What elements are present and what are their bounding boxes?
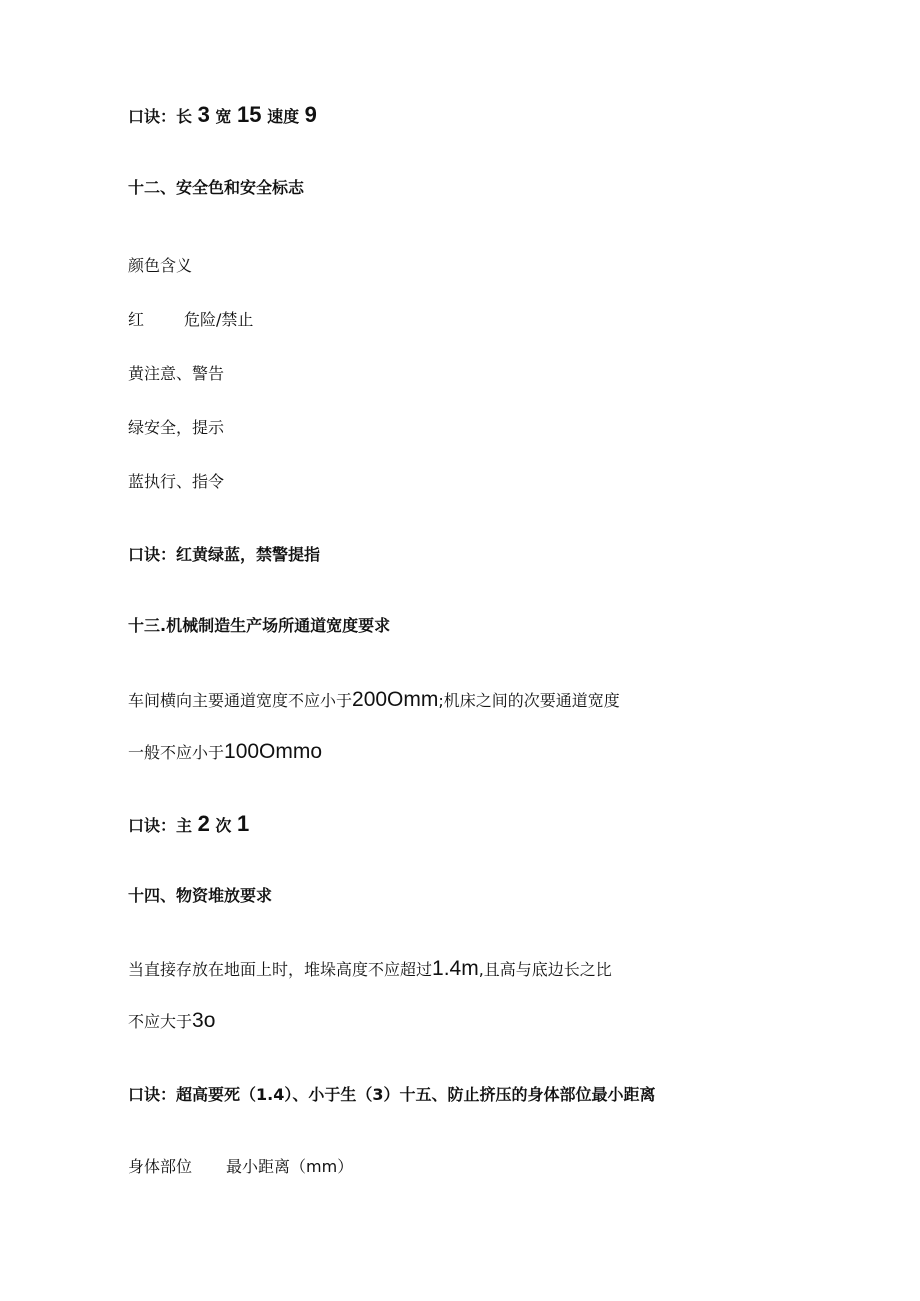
section-13-heading: 十三.机械制造生产场所通道宽度要求	[128, 616, 391, 635]
section-13-mnemonic-prefix: 口诀：主	[128, 816, 193, 835]
color-table-row-red	[128, 309, 253, 331]
section-13-paragraph-line-2	[128, 741, 322, 764]
section-13-p1-text-b: ;机床之间的次要通道宽度	[438, 691, 620, 710]
section-13-mnemonic-n2: 1	[237, 811, 250, 836]
mnemonic-speed-t1: 宽	[215, 107, 232, 126]
mnemonic-speed-n1: 3	[197, 102, 210, 127]
section-13-paragraph-line-1	[128, 689, 620, 712]
section-14-p2-text-a: 不应大于	[128, 1012, 193, 1031]
section-12-mnemonic: 口诀：红黄绿蓝，禁警提指	[128, 545, 321, 564]
section-13-mnemonic	[128, 813, 249, 837]
section-14-p1-text-a: 当直接存放在地面上时，堆垛高度不应超过	[128, 960, 433, 979]
body-distance-table-header	[128, 1156, 353, 1178]
section-13-p2-end: o	[310, 740, 323, 763]
main-aisle-width: 200Omm	[352, 688, 439, 711]
section-14-p2-end: o	[203, 1009, 216, 1032]
secondary-aisle-width: 100Omm	[224, 740, 311, 763]
col-body-part: 身体部位	[128, 1157, 193, 1176]
section-13-p2-text-a: 一般不应小于	[128, 743, 225, 762]
section-14-p1-text-b: ,且高与底边长之比	[478, 960, 612, 979]
section-14-mnemonic-and-section-15-heading: 口诀：超高要死（1.4）、小于生（3）十五、防止挤压的身体部位最小距离	[128, 1085, 656, 1104]
col-min-distance: 最小距离（mm）	[226, 1157, 354, 1176]
section-13-p1-text-a: 车间横向主要通道宽度不应小于	[128, 691, 353, 710]
color-table-row-blue: 蓝执行、指令	[128, 472, 225, 491]
mnemonic-speed-prefix: 口诀：长	[128, 107, 193, 126]
color-table-row-yellow: 黄注意、警告	[128, 364, 225, 383]
color-red: 红	[128, 310, 145, 329]
section-14-paragraph-line-1	[128, 958, 612, 981]
section-14-heading: 十四、物资堆放要求	[128, 886, 273, 905]
section-14-paragraph-line-2	[128, 1010, 215, 1033]
mnemonic-speed	[128, 104, 317, 128]
section-13-mnemonic-t1: 次	[215, 816, 232, 835]
stack-height-limit: 1.4m	[432, 957, 479, 980]
meaning-red: 危险/禁止	[184, 310, 254, 329]
mnemonic-speed-t2: 速度	[267, 107, 300, 126]
section-13-mnemonic-n1: 2	[197, 811, 210, 836]
color-table-header: 颜色含义	[128, 256, 193, 275]
mnemonic-speed-n3: 9	[304, 102, 317, 127]
section-12-heading: 十二、安全色和安全标志	[128, 178, 305, 197]
color-table-row-green: 绿安全，提示	[128, 418, 225, 437]
mnemonic-speed-n2: 15	[237, 102, 262, 127]
height-base-ratio-limit: 3	[192, 1009, 204, 1032]
